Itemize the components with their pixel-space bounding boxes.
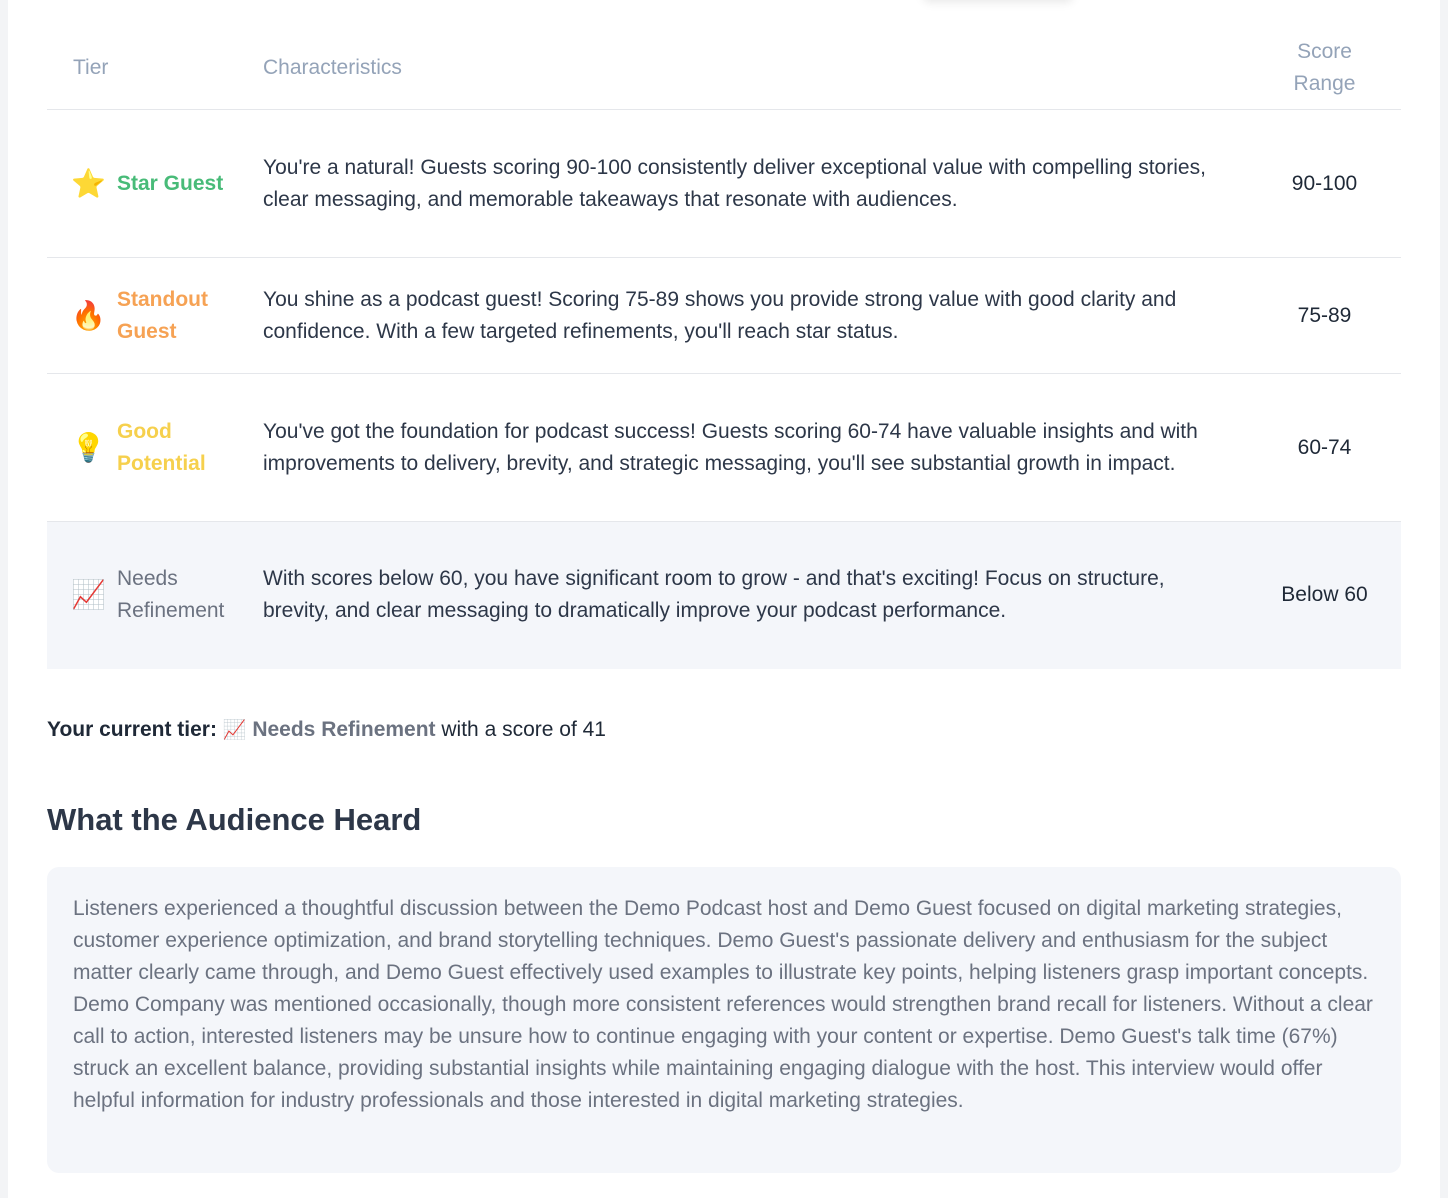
star-icon: ⭐ [71,167,106,199]
tier-row-good-potential [47,374,1401,522]
tier-name: Star Guest [117,171,224,195]
tier-description: You shine as a podcast guest! Scoring 75-89 shows you provide strong value with good clarity and confidence. With a few targeted refinements, you'll reach star status. [263,258,1248,374]
audience-summary-text: Listeners experienced a thoughtful discussion between the Demo Podcast host and Demo Guest focused on digital marketing strategies, customer experience optimization, and brand storytelling techniques. Demo Guest's passionate delivery and enthusiasm for the subject matter clearly came through, and Demo Guest effectively used examples to illustrate key points, helping listeners grasp important concepts. Demo Company was mentioned occasionally, though more consistent references would strengthen brand recall for listeners. Without a clear call to action, interested listeners may be unsure how to continue engaging with your content or expertise. Demo Guest's talk time (67%) struck an excellent balance, providing substantial insights while maintaining engaging dialogue with the host. This interview would offer helpful information for industry professionals and those interested in digital marketing strategies. [73,897,1373,1112]
tier-score-range: Below 60 [1248,522,1401,669]
table-header-row [47,36,1401,110]
audience-summary-box [47,867,1401,1173]
header-score-range: Score Range [1248,36,1401,110]
chart-increasing-icon: 📈 [222,720,247,741]
chart-increasing-icon: 📈 [71,579,106,611]
tier-name: Good Potential [117,419,206,475]
tier-row-standout-guest [47,258,1401,374]
tier-row-star-guest [47,110,1401,258]
tier-description: With scores below 60, you have significant room to grow - and that's exciting! Focus on structure, brevity, and clear messaging to dramatically improve your podcast performance. [263,522,1248,669]
tier-description: You're a natural! Guests scoring 90-100 consistently deliver exceptional value with compelling stories, clear messaging, and memorable takeaways that resonate with audiences. [263,110,1248,258]
tier-row-needs-refinement [47,522,1401,669]
current-tier-score: with a score of 41 [441,718,606,741]
tier-description: You've got the foundation for podcast success! Guests scoring 60-74 have valuable insights and with improvements to delivery, brevity, and strategic messaging, you'll see substantial growth in impact. [263,374,1248,522]
tier-table [47,36,1401,669]
header-characteristics: Characteristics [263,36,1248,110]
fire-icon: 🔥 [71,299,106,331]
current-tier-value: Needs Refinement [252,718,436,741]
current-tier-summary [47,714,606,747]
header-tier: Tier [47,36,263,110]
tier-name: Standout Guest [117,287,208,343]
page [8,0,1440,1198]
tier-score-range: 60-74 [1248,374,1401,522]
tier-score-range: 90-100 [1248,110,1401,258]
lightbulb-icon: 💡 [71,431,106,463]
tier-score-range: 75-89 [1248,258,1401,374]
tier-name: Needs Refinement [117,567,225,623]
current-tier-label: Your current tier: [47,718,217,741]
audience-section-title: What the Audience Heard [47,802,422,837]
